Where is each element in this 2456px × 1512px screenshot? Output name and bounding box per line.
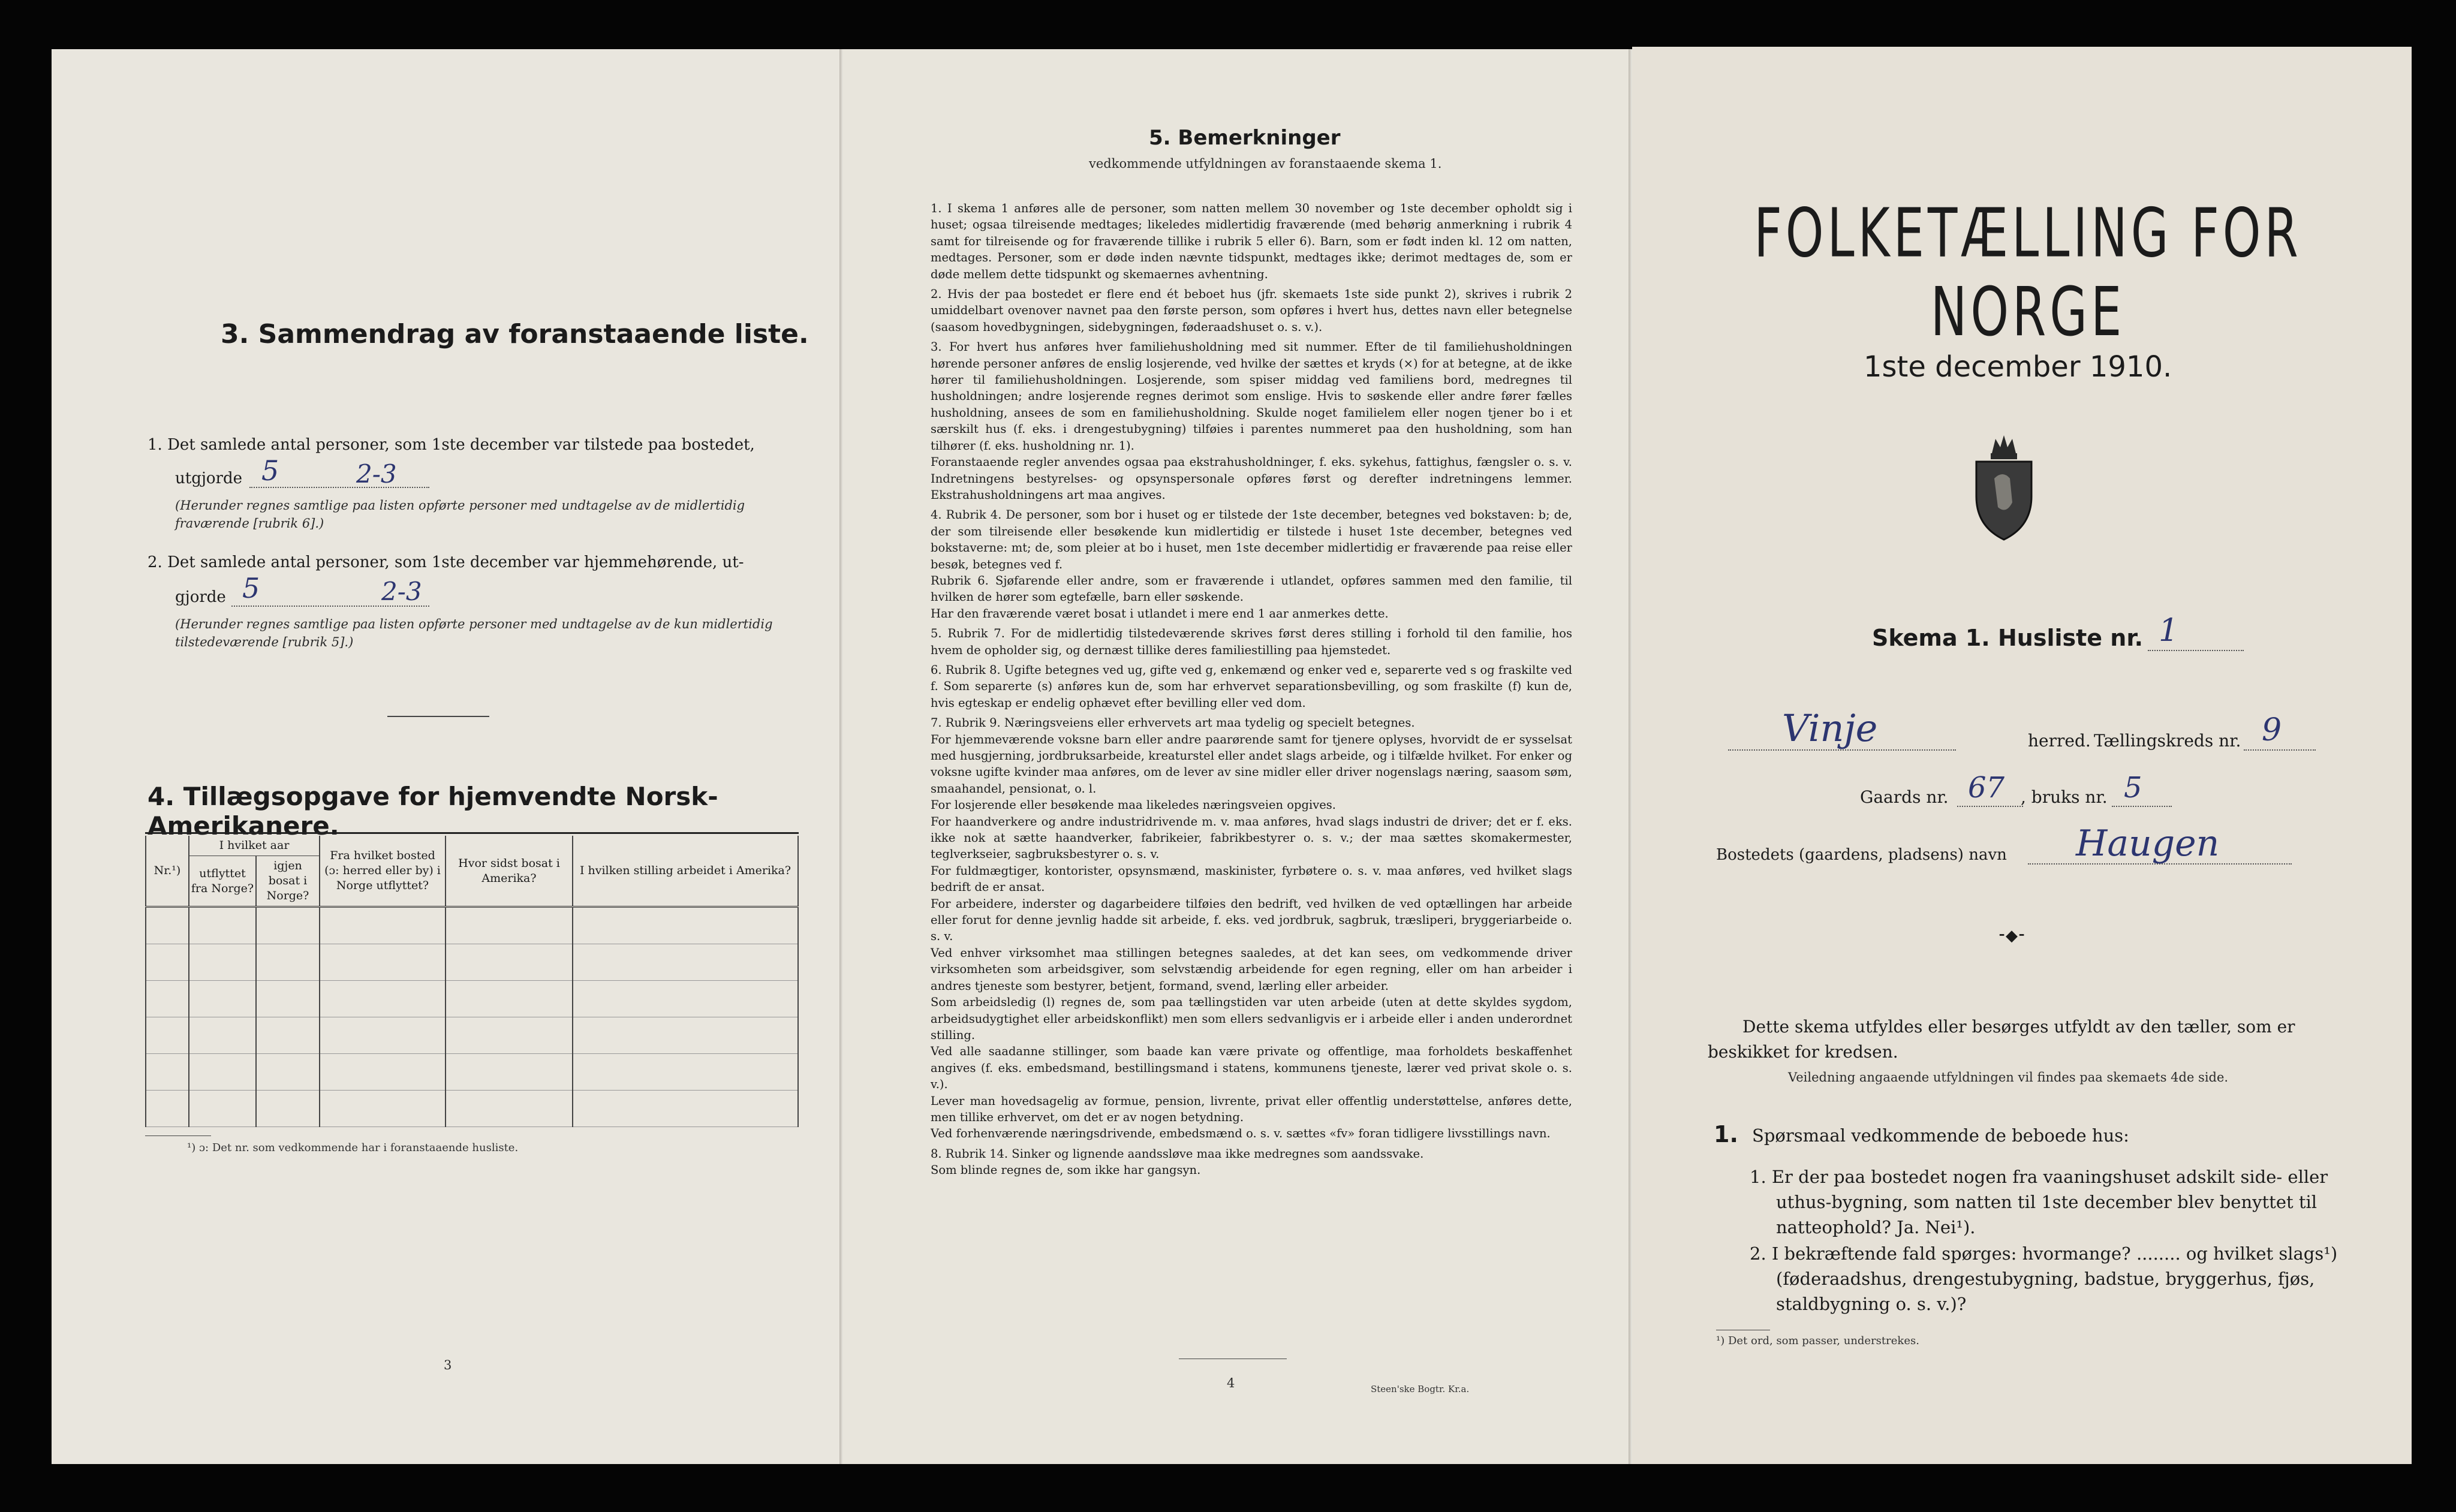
remark-paragraph: 7. Rubrik 9. Næringsveiens eller erhvervets art maa tydelig og specielt betegnes.	[931, 716, 1415, 730]
coat-of-arms-icon	[1968, 430, 2040, 544]
section-3-title: 3. Sammendrag av foranstaaende liste.	[221, 319, 809, 350]
remark-paragraph: 8. Rubrik 14. Sinker og lignende aandssløve maa ikke medregnes som aandssvake.	[931, 1146, 1424, 1161]
remark-paragraph: 1. I skema 1 anføres alle de personer, som natten mellem 30 november og 1ste december opholdt sig i huset; ogsaa tilreisende medtages; likeledes midlertidig fraværende (med behørig anmerkning i rubrik 4 samt for tilreisende og for fraværende tillike i rubrik 5 eller 6). Barn, som er født inden kl. 12 om natten, medtages. Personer, som er døde inden nævnte tidspunkt, medtages ikke; derimot medtages de, som er døde mellem dette tidspunkt og skemaernes avhentning.	[931, 201, 1572, 281]
norsk-amerikanere-table	[145, 836, 799, 1127]
footnote: ¹) ɔ: Det nr. som vedkommende har i foranstaaende husliste.	[187, 1141, 519, 1154]
remark-paragraph: For haandverkere og andre industridrivende m. v. maa anføres, hvad slags industri de driver; det er f. eks. ikke nok at sætte haandverker, fabrikeier, fabrikbestyrer o. s. v.; der maa sættes skomakermester, teglverkseier, sagbruksbestyrer o. s. v.	[931, 814, 1572, 862]
table-row	[146, 981, 798, 1017]
remark-paragraph: Lever man hovedsagelig av formue, pension, livrente, privat eller offentlig understøttelse, anføres dette, men tillike erhvervet, om det er av nogen betydning.	[931, 1094, 1572, 1124]
table-row	[146, 1054, 798, 1091]
remarks-body	[931, 200, 1572, 1179]
col-header-bosted: Fra hvilket bosted (ɔ: herred eller by) i Norge utflyttet?	[320, 836, 446, 907]
husliste-dotline	[2148, 650, 2244, 651]
remark-paragraph: 2. Hvis der paa bostedet er flere end ét beboet hus (jfr. skemaets 1ste side punkt 2), skrives i rubrik 2 umiddelbart ovenover navnet paa den første person, som opføres i hvert hus, dettes navn eller betegnelse (saasom hovedbygningen, sidebygningen, føderaadshuset o. s. v.).	[931, 287, 1572, 334]
question-1: 1. Er der paa bostedet nogen fra vaaningshuset adskilt side- eller uthus-bygning, som natten til 1ste december blev benyttet til natteophold? Ja. Nei¹).	[1750, 1167, 2328, 1237]
section-4-title: 4. Tillægsopgave for hjemvendte Norsk-Amerikanere.	[148, 782, 718, 841]
remark-paragraph: For hjemmeværende voksne barn eller andre paarørende samt for tjenere oplyses, hvorvidt de er sysselsat med husgjerning, jordbruksarbeide, kreaturstel eller andet slags arbeide, og i tilfælde hvilket. For enker og voksne ugifte kvinder maa anføres, om de lever av sine midler eller driver nogenslags næring, saasom søm, smaahandel, pensionat, o. l.	[931, 732, 1572, 796]
item-1-label: utgjorde	[175, 469, 243, 487]
item-2-handwritten-range: 2-3	[381, 577, 422, 606]
item-2-note: (Herunder regnes samtlige paa listen opførte personer med undtagelse av de kun midlertidig tilstedeværende [rubrik 5].)	[175, 617, 773, 649]
herred-label: herred.	[2028, 731, 2091, 751]
remark-paragraph: For fuldmægtiger, kontorister, opsynsmænd, maskinister, fyrbøtere o. s. v. maa anføres, ved hvilket slags bedrift de er ansat.	[931, 863, 1572, 894]
item-1-dotline	[249, 487, 429, 488]
remark-paragraph: For losjerende eller besøkende maa likeledes næringsveien opgives.	[931, 798, 1336, 812]
item-1-text: 1. Det samlede antal personer, som 1ste december var tilstede paa bostedet,	[148, 436, 755, 454]
guide-note: Veiledning angaaende utfyldningen vil findes paa skemaets 4de side.	[1788, 1070, 2229, 1085]
col-header-utflyttet: utflyttet fra Norge?	[189, 856, 256, 907]
page-number: 3	[444, 1358, 452, 1372]
item-1-handwritten-range: 2-3	[356, 459, 397, 489]
husliste-handwritten: 1	[2159, 613, 2179, 649]
remark-paragraph: Foranstaaende regler anvendes ogsaa paa ekstrahusholdninger, f. eks. sykehus, fattighus, fængsler o. s. v. Indretningens bestyrelses- og opsynspersonale opføres først og derefter indretningens lemmer. Ekstrahusholdningens art maa angives.	[931, 455, 1572, 502]
remark-paragraph: Rubrik 6. Sjøfarende eller andre, som er fraværende i utlandet, opføres sammen med den familie, til hvilken de hører som egtefælle, barn eller søskende.	[931, 573, 1572, 604]
bosted-label: Bostedets (gaardens, pladsens) navn	[1716, 846, 2007, 864]
divider	[387, 716, 489, 717]
table-row	[146, 907, 798, 944]
table-row	[146, 1091, 798, 1127]
item-1-note: (Herunder regnes samtlige paa listen opførte personer med undtagelse av de midlertidig fraværende [rubrik 6].)	[175, 498, 745, 531]
kreds-label: Tællingskreds nr.	[2094, 731, 2241, 751]
gaards-label: Gaards nr.	[1860, 787, 1949, 807]
footnote-rule	[145, 1135, 211, 1136]
col-header-stilling: I hvilken stilling arbeidet i Amerika?	[573, 836, 798, 907]
remark-paragraph: Som blinde regnes de, som ikke har gangsyn.	[931, 1163, 1201, 1177]
page-left	[52, 49, 847, 1464]
remark-paragraph: For arbeidere, inderster og dagarbeidere tilføies den bedrift, ved hvilken de ved optællingen har arbeide eller forut for denne jevnlig hadde sit arbeide, f. eks. ved jordbruk, sagbruk, træsliperi, bryggeriarbeide o. s. v.	[931, 896, 1572, 944]
table-top-rule	[145, 832, 799, 834]
col-header-nr: Nr.¹)	[146, 836, 189, 907]
table-row	[146, 1017, 798, 1054]
kreds-handwritten: 9	[2262, 712, 2282, 748]
gaards-handwritten: 67	[1968, 771, 2005, 805]
remarks-subtitle: vedkommende utfyldningen av foranstaaende skema 1.	[1089, 156, 1442, 171]
remark-paragraph: Ved enhver virksomhet maa stillingen betegnes saaledes, at det kan sees, om vedkommende driver virksomheten som arbeidsgiver, som selvstændig arbeidende for egen regning, eller om han arbeider i andres tjeneste som bestyrer, betjent, formand, svend, lærling eller arbeider.	[931, 945, 1572, 993]
remark-paragraph: Ved alle saadanne stillinger, som baade kan være private og offentlige, maa forholdets beskaffenhet angives (f. eks. embedsmand, bestillingsmand i statens, kommunens tjeneste, lærer ved privat skole o. s. v.).	[931, 1044, 1572, 1092]
bruks-handwritten: 5	[2124, 771, 2142, 805]
item-2-text: 2. Det samlede antal personer, som 1ste december var hjemmehørende, ut-	[148, 553, 744, 571]
remark-paragraph: 5. Rubrik 7. For de midlertidig tilstedeværende skrives først deres stilling i forhold til den familie, hos hvem de opholder sig, og dernæst tillike deres familiestilling paa hjemstedet.	[931, 627, 1572, 657]
instruction-text: Dette skema utfyldes eller besørges utfyldt av den tæller, som er beskikket for kredsen.	[1708, 1017, 2295, 1062]
item-2-label: gjorde	[175, 588, 226, 606]
col-header-igjen: igjen bosat i Norge?	[256, 856, 320, 907]
question-2: 2. I bekræftende fald spørges: hvormange? ........ og hvilket slags¹) (føderaadshus, drengestubygning, badstue, bryggerhus, fjøs, staldbygning o. s. v.)?	[1750, 1243, 2338, 1314]
bruks-dotline	[2112, 806, 2172, 807]
bruks-label: , bruks nr.	[2021, 787, 2108, 807]
ornament-icon: ⁃◆⁃	[1998, 927, 2025, 945]
question-heading: Spørsmaal vedkommende de beboede hus:	[1752, 1125, 2129, 1146]
remark-paragraph: Ved forhenværende næringsdrivende, embedsmænd o. s. v. sættes «fv» foran tidligere livsstillings navn.	[931, 1127, 1551, 1141]
census-date: 1ste december 1910.	[1864, 350, 2172, 384]
herred-handwritten: Vinje	[1782, 706, 1878, 750]
page-number: 4	[1227, 1376, 1235, 1390]
remark-paragraph: Har den fraværende været bosat i utlandet i mere end 1 aar anmerkes dette.	[931, 606, 1389, 621]
bosted-handwritten: Haugen	[2076, 823, 2220, 865]
item-1-handwritten-count: 5	[261, 454, 279, 487]
remark-paragraph: 4. Rubrik 4. De personer, som bor i huset og er tilstede der 1ste december, betegnes ved bokstaven: b; de, der som tilreisende eller besøkende kun midlertidig er tilstede i huset 1ste december, betegnes ved bokstaverne: mt; de, som pleier at bo i huset, men 1ste december midlertidig er fraværende paa reise eller besøk, betegnes ved f.	[931, 508, 1572, 571]
remark-paragraph: 3. For hvert hus anføres hver familiehusholdning med sit nummer. Efter de til familiehusholdningen hørende personer anføres de enslig losjerende, ved hvilke der sættes et kryds (×) for at betegne, at de ikke hører til familiehusholdningen. Losjerende, som spiser middag ved familiens bord, medregnes til husholdningen; andre losjerende regnes derimot som enslige. Hvis to søskende eller andre fører fælles husholdning, ansees de som en familiehusholdning. Skulde noget familielem eller nogen tjener bo i et særskilt hus (f. eks. i drengestubygning) tilføies i parentes nummeret paa den husholdning, som han tilhører (f. eks. husholdning nr. 1).	[931, 340, 1572, 453]
kreds-dotline	[2244, 749, 2316, 751]
printer-imprint: Steen'ske Bogtr. Kr.a.	[1371, 1384, 1470, 1394]
gaards-dotline	[1957, 806, 2023, 807]
col-header-group: I hvilket aar	[189, 836, 320, 856]
main-title: FOLKETÆLLING FOR NORGE	[1754, 194, 2302, 352]
footnote: ¹) Det ord, som passer, understrekes.	[1716, 1335, 1919, 1347]
schema-label: Skema 1. Husliste nr.	[1872, 625, 2144, 651]
remark-paragraph: Som arbeidsledig (l) regnes de, som paa tællingstiden var uten arbeide (uten at dette skyldes sygdom, arbeidsudygtighet eller arbeidskonflikt) men som ellers sedvanligvis er i arbeide eller i anden underordnet stilling.	[931, 995, 1572, 1042]
remarks-title: 5. Bemerkninger	[1149, 126, 1341, 150]
page-middle	[843, 49, 1635, 1464]
item-2-handwritten-count: 5	[242, 572, 260, 604]
table-row	[146, 944, 798, 981]
remark-paragraph: 6. Rubrik 8. Ugifte betegnes ved ug, gifte ved g, enkemænd og enker ved e, separerte ved s og fraskilte ved f. Som separerte (s) anføres kun de, som har erhvervet separationsbevilling, og som fraskilte (f) kun de, hvis egteskap er endelig ophævet efter bevilling eller ved dom.	[931, 662, 1572, 710]
col-header-sidst: Hvor sidst bosat i Amerika?	[446, 836, 573, 907]
page-right	[1632, 47, 2412, 1464]
question-heading-number: 1.	[1714, 1121, 1738, 1147]
